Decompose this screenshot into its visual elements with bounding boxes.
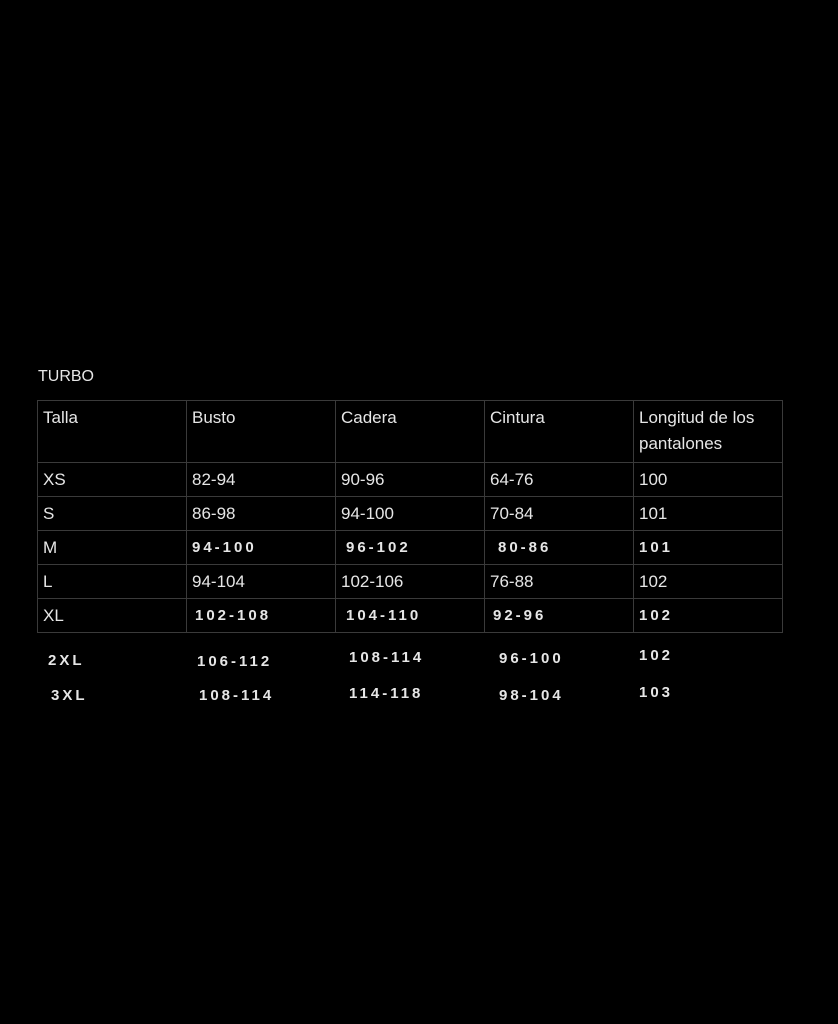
- extra-row-cintura: 96-100: [499, 650, 564, 667]
- cell-size: S: [38, 497, 187, 531]
- extra-row-size: 3XL: [51, 687, 88, 704]
- cell-size: XS: [38, 463, 187, 497]
- cell-cadera: 96-102: [336, 531, 485, 565]
- cell-busto: 82-94: [187, 463, 336, 497]
- size-chart-table: [37, 400, 783, 633]
- header-busto: Busto: [187, 401, 336, 463]
- table-row: [38, 565, 783, 599]
- cell-cadera: 104-110: [336, 599, 485, 633]
- header-longitud: Longitud de los pantalones: [634, 401, 783, 463]
- table-row: [38, 599, 783, 633]
- cell-cintura: 76-88: [485, 565, 634, 599]
- cell-cintura: 70-84: [485, 497, 634, 531]
- table-row: [38, 531, 783, 565]
- cell-longitud: 100: [634, 463, 783, 497]
- extra-row-cadera: 114-118: [349, 685, 424, 702]
- cell-size: M: [38, 531, 187, 565]
- table-header-row: [38, 401, 783, 463]
- cell-busto: 102-108: [187, 599, 336, 633]
- cell-cadera: 102-106: [336, 565, 485, 599]
- table-title: TURBO: [38, 368, 94, 385]
- table-row: [38, 497, 783, 531]
- cell-busto: 86-98: [187, 497, 336, 531]
- extra-row-busto: 106-112: [197, 653, 273, 670]
- extra-row-size: 2XL: [48, 652, 85, 669]
- cell-cadera: 94-100: [336, 497, 485, 531]
- extra-row-cintura: 98-104: [499, 687, 564, 704]
- cell-cadera: 90-96: [336, 463, 485, 497]
- cell-longitud: 101: [634, 531, 783, 565]
- cell-busto: 94-100: [187, 531, 336, 565]
- extra-row-busto: 108-114: [199, 687, 275, 704]
- extra-row-longitud: 103: [639, 684, 674, 701]
- cell-busto: 94-104: [187, 565, 336, 599]
- extra-row-cadera: 108-114: [349, 649, 425, 666]
- extra-row-longitud: 102: [639, 647, 674, 664]
- cell-longitud: 102: [634, 565, 783, 599]
- header-talla: Talla: [38, 401, 187, 463]
- cell-size: XL: [38, 599, 187, 633]
- cell-size: L: [38, 565, 187, 599]
- cell-longitud: 102: [634, 599, 783, 633]
- cell-cintura: 80-86: [485, 531, 634, 565]
- table-row: [38, 463, 783, 497]
- cell-cintura: 92-96: [485, 599, 634, 633]
- cell-longitud: 101: [634, 497, 783, 531]
- cell-cintura: 64-76: [485, 463, 634, 497]
- header-cintura: Cintura: [485, 401, 634, 463]
- header-cadera: Cadera: [336, 401, 485, 463]
